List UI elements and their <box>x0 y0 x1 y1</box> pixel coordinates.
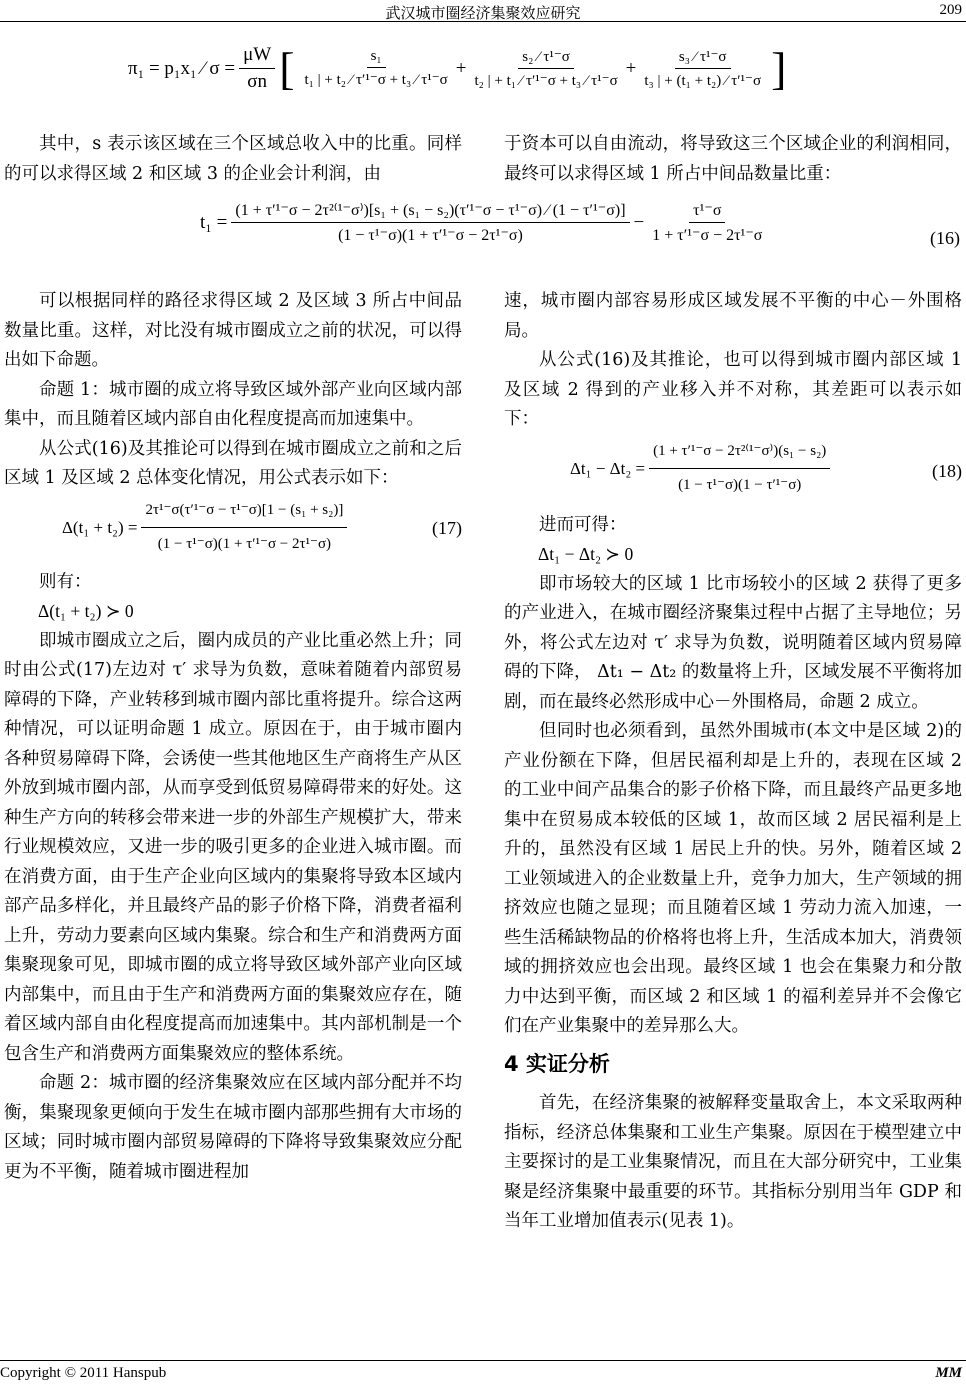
journal-abbrev: MM <box>935 1365 962 1381</box>
equation-17 <box>62 496 351 560</box>
profit-formula <box>128 44 786 93</box>
right-p1: 速，城市圈内部容易形成区域发展不平衡的中心－外围格局。 <box>504 291 962 341</box>
profit-coefficient <box>239 44 275 93</box>
equation-18 <box>570 437 834 501</box>
equation-17-row <box>4 494 462 568</box>
eq18-denominator: (1 − τ¹⁻σ)(1 − τ′¹⁻σ) <box>678 477 802 493</box>
plus-sign: + <box>455 57 467 79</box>
left-p3: 从公式(16)及其推论可以得到在城市圈成立之前和之后区域 1 及区域 2 总体变化情况，用公式表示如下： <box>4 438 462 488</box>
intro-left <box>4 130 462 189</box>
eq16-lhs: t₁ = <box>200 211 228 233</box>
right-p6: 首先，在经济集聚的被解释变量取舍上，本文采取两种指标，经济总体集聚和工业生产集聚。原因在于模型建立中主要探讨的是工业集聚情况，而且在大部分研究中，工业集聚是经济集聚中最重要的环节。其指标分别用当年 GDP 和当年工业增加值表示(见表 1)。 <box>504 1093 962 1231</box>
plus-sign: + <box>625 57 637 79</box>
page-number: 209 <box>939 2 962 18</box>
right-p4: 即市场较大的区域 1 比市场较小的区域 2 获得了更多的产业进入，在城市圈经济聚集过程中占据了主导地位；另外，将公式左边对 τ′ 求导为负数，说明随着区域内贸易障碍的下降， Δt₁ − Δt₂ 的数量将上升，区域发展不平衡将加剧，而在最终必然形成中心－外围格局，命题 2 成立。 <box>504 573 962 712</box>
term-2 <box>470 47 621 90</box>
eq17-fraction <box>141 496 347 560</box>
header-title: 武汉城市圈经济集聚效应研究 <box>385 4 581 22</box>
right-inequality: Δt₁ − Δt₂ ≻ 0 <box>538 544 634 564</box>
intro-left-text: 其中，s 表示该区域在三个区域总收入中的比重。同样的可以求得区域 2 和区域 3 的企业会计利润，由 <box>4 134 462 184</box>
left-bracket: [ <box>279 42 295 94</box>
equation-16 <box>200 200 770 245</box>
term-3 <box>640 47 765 90</box>
eq16-denominator-2: 1 + τ′¹⁻σ − 2τ¹⁻σ <box>652 227 763 244</box>
coef-numerator: μW <box>239 44 275 69</box>
term-1-denominator: t₁ | + t₂ ⁄ τ′¹⁻σ + t₃ ⁄ τ¹⁻σ <box>304 72 448 88</box>
right-column <box>504 287 962 1237</box>
eq16-numerator: (1 + τ′¹⁻σ − 2τ²⁽¹⁻σ⁾)[s₁ + (s₁ − s₂)(τ′¹⁻σ − τ¹⁻σ) ⁄ (1 − τ′¹⁻σ)] <box>231 200 629 223</box>
right-bracket: ] <box>771 42 787 94</box>
term-1 <box>301 48 452 89</box>
header-rule <box>0 21 966 22</box>
eq17-denominator: (1 − τ¹⁻σ)(1 + τ′¹⁻σ − 2τ¹⁻σ) <box>157 536 332 552</box>
eq16-denominator: (1 − τ¹⁻σ)(1 + τ′¹⁻σ − 2τ¹⁻σ) <box>338 227 523 244</box>
eq18-lhs: Δt₁ − Δt₂ = <box>570 458 646 478</box>
profit-formula-lhs: π₁ = p₁x₁ ⁄ σ = <box>128 57 236 79</box>
right-p5: 但同时也必须看到，虽然外围城市(本文中是区域 2)的产业份额在下降，但居民福利却是上升的，表现在区域 2 的工业中间产品集合的影子价格下降，而且最终产品更多地集中在贸易成本较低的区域 1，故而区域 2 居民福利是上升的，虽然没有区域 1 居民上升的快。另外，随着区域 2 工业领域进入的企业数量上升，竞争力加大，生产领域的拥挤效应也随之显现；而且随着区域 1 劳动力流入加速，一些生活稀缺物品的价格将也将上升，生活成本加大，消费领域的拥挤效应也会出现。最终区域 1 也会在集聚力和分散力中达到平衡，而区域 2 和区域 1 的福利差异并不会像它们在产业集聚中的差异那么大。 <box>504 721 962 1036</box>
eq16-fraction-1 <box>231 200 629 245</box>
eq16-numerator-2: τ¹⁻σ <box>689 200 725 223</box>
eq17-number: (17) <box>432 517 462 538</box>
eq18-number: (18) <box>932 460 962 481</box>
copyright: Copyright © 2011 Hanspub <box>0 1365 167 1381</box>
left-column <box>4 287 462 1187</box>
section-heading: 4 实证分析 <box>504 1051 610 1076</box>
intro-right-text: 于资本可以自由流动，将导致这三个区域企业的利润相同，最终可以求得区域 1 所占中间品数量比重： <box>504 134 962 184</box>
footer-rule <box>0 1360 966 1361</box>
eq16-number: (16) <box>930 228 960 248</box>
right-p3: 进而可得： <box>539 514 627 535</box>
eq17-numerator: 2τ¹⁻σ(τ′¹⁻σ − τ¹⁻σ)[1 − (s₁ + s₂)] <box>141 496 347 529</box>
equation-18-row <box>504 435 962 511</box>
right-p2: 从公式(16)及其推论，也可以得到城市圈内部区域 1 及区域 2 得到的产业移入并不对称，其差距可以表示如下： <box>504 350 962 429</box>
proposition-1: 命题 1：城市圈的成立将导致区域外部产业向区域内部集中，而且随着区域内部自由化程度提高而加速集中。 <box>4 379 462 429</box>
term-3-denominator: t₃ | + (t₁ + t₂) ⁄ τ′¹⁻σ <box>644 73 762 89</box>
term-3-numerator: s₃ ⁄ τ¹⁻σ <box>675 47 731 69</box>
term-2-denominator: t₂ | + t₁ ⁄ τ′¹⁻σ + t₃ ⁄ τ¹⁻σ <box>474 73 618 89</box>
term-1-numerator: s₁ <box>367 48 386 68</box>
eq18-numerator: (1 + τ′¹⁻σ − 2τ²⁽¹⁻σ⁾)(s₁ − s₂) <box>649 437 830 470</box>
proposition-2: 命题 2：城市圈的经济集聚效应在区域内部分配并不均衡，集聚现象更倾向于发生在城市圈内部那些拥有大市场的区域；同时城市圈内部贸易障碍的下降将导致集聚效应分配更为不平衡，随着城市圈进程加 <box>4 1073 462 1182</box>
eq17-lhs: Δ(t₁ + t₂) = <box>62 517 138 537</box>
eq16-fraction-2 <box>648 200 766 245</box>
left-inequality: Δ(t₁ + t₂) ≻ 0 <box>38 601 134 621</box>
left-p5: 即城市圈成立之后，圈内成员的产业比重必然上升；同时由公式(17)左边对 τ′ 求导为负数，意味着随着内部贸易障碍的下降，产业转移到城市圈内部比重将提升。综合这两种情况，可以证明命题 1 成立。原因在于，由于城市圈内各种贸易障碍下降，会诱使一些其他地区生产商将生产从区外放到城市圈内部，从而享受到低贸易障碍带来的好处。这种生产方向的转移会带来进一步的外部生产规模扩大，带来行业规模效应，又进一步的吸引更多的企业进入城市圈。而在消费方面，由于生产企业向区域内的集聚将导致本区域内部产品多样化，并且最终产品的影子价格下降，消费者福利上升，劳动力要素向区域内集聚。综合和生产和消费两方面集聚现象可见，即城市圈的成立将导致区域外部产业向区域内部集中，而且由于生产和消费两方面的集聚效应存在，随着区域内部自由化程度提高而加速集中。其内部机制是一个包含生产和消费两方面集聚效应的整体系统。 <box>4 630 462 1064</box>
eq16-minus: − <box>633 211 645 233</box>
intro-right <box>504 130 962 189</box>
eq18-fraction <box>649 437 830 501</box>
coef-denominator: σn <box>247 71 267 92</box>
running-header <box>0 0 966 22</box>
left-p1: 可以根据同样的路径求得区域 2 及区域 3 所占中间品数量比重。这样，对比没有城市圈成立之前的状况，可以得出如下命题。 <box>4 291 462 370</box>
left-p4: 则有： <box>39 571 92 592</box>
term-2-numerator: s₂ ⁄ τ¹⁻σ <box>518 47 574 69</box>
